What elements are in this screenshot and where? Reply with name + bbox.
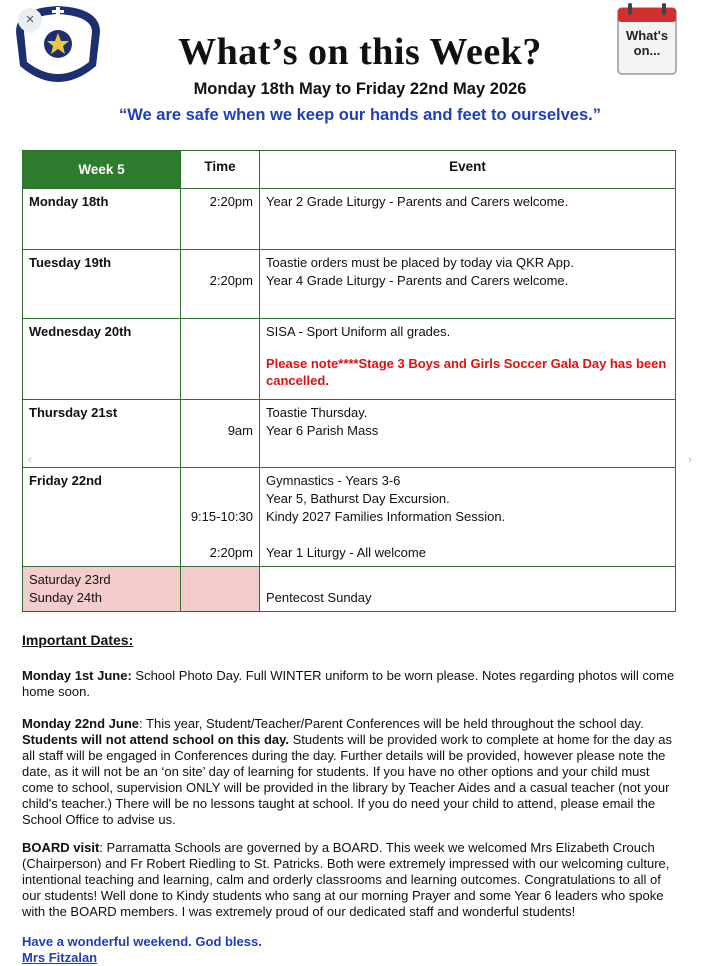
event-cell — [260, 468, 676, 567]
time-cell — [181, 567, 260, 612]
scroll-right-icon[interactable]: › — [688, 452, 692, 466]
event-header: Event — [260, 151, 676, 189]
whats-on-calendar-icon — [616, 2, 678, 76]
event-text: Gymnastics - Years 3-6 — [266, 473, 401, 488]
day-label: Wednesday 20th — [29, 324, 132, 339]
event-cell — [260, 400, 676, 468]
event-text: Toastie orders must be placed by today via QKR App. — [266, 255, 574, 270]
schedule-row — [23, 567, 676, 612]
calendar-line1: What's — [625, 28, 669, 43]
time-value: 2:20pm — [209, 273, 253, 288]
time-value: 9am — [227, 423, 253, 438]
event-text: Pentecost Sunday — [266, 590, 372, 605]
cancellation-notice: Please note****Stage 3 Boys and Girls Soccer Gala Day has been cancelled. — [266, 356, 667, 388]
important-item-conferences: Monday 22nd June: This year, Student/Teacher/Parent Conferences will be held throughout the school day. Students will not attend school on this day. Students will be provided work to complete at home for the day as all staff will be engaged in Conferences during the day. Further details will be provided, however please note the date, as it will not be an ‘on site’ day of learning for students. If you have no other options and your child must come to school, supervision ONLY will be provided in the library by Teacher Aides and a casual teacher (not your child's teacher.) There will be no lessons taught at school. If you do need your child to attend, please email the School Office to advise us. — [22, 716, 672, 827]
calendar-line2: on... — [633, 43, 661, 58]
day-cell — [23, 250, 181, 319]
important-heading: Important Dates: — [22, 632, 134, 648]
day-label: Friday 22nd — [29, 473, 102, 488]
time-value — [187, 404, 253, 422]
signoff: Have a wonderful weekend. God bless. — [22, 934, 262, 949]
time-value: 9:15-10:30 — [190, 509, 253, 524]
important-item-board-visit: BOARD visit: Parramatta Schools are governed by a BOARD. This week we welcomed Mrs Elizabeth Crouch (Chairperson) and Fr Robert Riedling to St. Patricks. Both were extremely impressed with our welcoming culture, intentional teaching and learning, calm and orderly classrooms and learning outcomes. Congratulations to all of our students! Well done to Kindy students who sang at our morning Prayer and some Year 6 leaders who spoke with the BOARD members. I was extremely proud of our dedicated staff and wonderful students! — [22, 840, 670, 919]
time-cell — [181, 400, 260, 468]
time-value: 2:20pm — [209, 545, 253, 560]
page-title: What’s on this Week? — [178, 31, 542, 73]
schedule-row — [23, 189, 676, 250]
day-label: Tuesday 19th — [29, 255, 112, 270]
day-label: Sunday 24th — [29, 590, 103, 605]
schedule-row — [23, 319, 676, 400]
date-range: Monday 18th May to Friday 22nd May 2026 — [193, 80, 527, 98]
motto: “We are safe when we keep our hands and feet to ourselves.” — [118, 106, 601, 124]
scroll-left-icon[interactable]: ‹ — [28, 452, 32, 466]
time-cell — [181, 468, 260, 567]
event-cell — [260, 250, 676, 319]
day-cell — [23, 189, 181, 250]
week-header: Week 5 — [23, 151, 181, 189]
time-value — [187, 490, 253, 508]
time-cell — [181, 189, 260, 250]
schedule-row — [23, 250, 676, 319]
event-text: Kindy 2027 Families Information Session. — [266, 509, 506, 524]
day-cell — [23, 468, 181, 567]
weekly-schedule-table — [22, 150, 676, 612]
day-label: Monday 18th — [29, 194, 109, 209]
event-cell — [260, 319, 676, 400]
event-cell — [260, 189, 676, 250]
day-label: Saturday 23rd — [29, 572, 111, 587]
signature: Mrs Fitzalan — [22, 950, 98, 965]
event-cell — [260, 567, 676, 612]
day-cell — [23, 319, 181, 400]
event-text: Year 1 Liturgy - All welcome — [266, 545, 426, 560]
time-cell — [181, 319, 260, 400]
event-text — [266, 526, 669, 544]
time-value — [187, 472, 253, 490]
event-text: Year 4 Grade Liturgy - Parents and Carers welcome. — [266, 273, 569, 288]
schedule-row — [23, 468, 676, 567]
schedule-row — [23, 400, 676, 468]
event-text: Year 6 Parish Mass — [266, 423, 379, 438]
time-cell — [181, 250, 260, 319]
important-item-photo-day: Monday 1st June: School Photo Day. Full WINTER uniform to be worn please. Notes regarding photos will come home soon. — [22, 668, 675, 699]
day-cell — [23, 567, 181, 612]
time-value — [187, 526, 253, 544]
time-value: 2:20pm — [209, 194, 253, 209]
time-value — [187, 254, 253, 272]
time-header: Time — [181, 151, 260, 189]
event-text: Year 5, Bathurst Day Excursion. — [266, 491, 450, 506]
event-text: SISA - Sport Uniform all grades. — [266, 324, 451, 339]
event-text: Toastie Thursday. — [266, 405, 368, 420]
day-label: Thursday 21st — [29, 405, 118, 420]
event-text: Year 2 Grade Liturgy - Parents and Carers welcome. — [266, 194, 569, 209]
close-icon[interactable]: × — [18, 8, 42, 32]
day-cell — [23, 400, 181, 468]
